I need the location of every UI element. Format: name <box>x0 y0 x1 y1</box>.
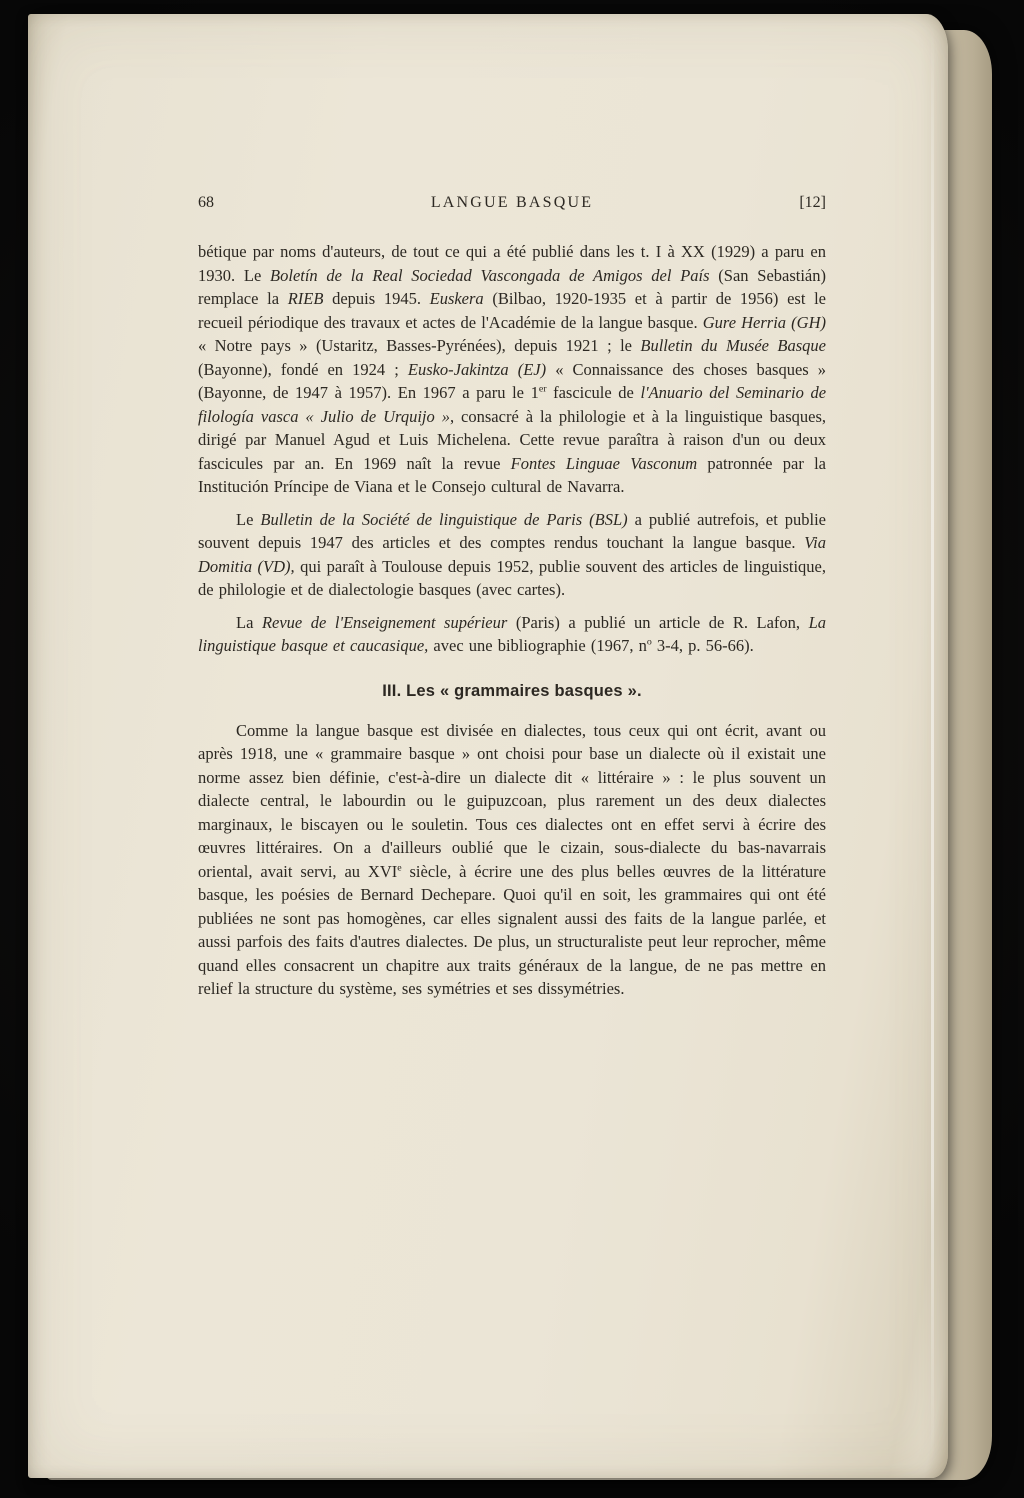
book-page <box>28 14 948 1478</box>
body-paragraph-1: bétique par noms d'auteurs, de tout ce qui a été publié dans les t. I à XX (1929) a paru en 1930. Le Boletín de la Real Sociedad Vascongada de Amigos del País (San Sebastián) remplace la RIEB depuis 1945. Euskera (Bilbao, 1920-1935 et à partir de 1956) est le recueil périodique des travaux et actes de l'Académie de la langue basque. Gure Herria (GH) « Notre pays » (Ustaritz, Basses-Pyrénées), depuis 1921 ; le Bulletin du Musée Basque (Bayonne), fondé en 1924 ; Eusko-Jakintza (EJ) « Connaissance des choses basques » (Bayonne, de 1947 à 1957). En 1967 a paru le 1er fascicule de l'Anuario del Seminario de filología vasca « Julio de Urquijo », consacré à la philologie et à la linguistique basques, dirigé par Manuel Agud et Luis Michelena. Cette revue paraîtra à raison d'un ou deux fascicules par an. En 1969 naît la revue Fontes Linguae Vasconum patronnée par la Institución Príncipe de Viana et le Consejo cultural de Navarra. <box>198 242 827 496</box>
body-paragraph-3: La Revue de l'Enseignement supérieur (Paris) a publié un article de R. Lafon, La linguistique basque et caucasique, avec une bibliographie (1967, $n^o$ 3-4, p. 56-66). <box>198 612 826 655</box>
column-number: [12] <box>799 194 826 211</box>
page-content <box>198 194 826 1010</box>
page-number: 68 <box>198 194 214 211</box>
page-edge-highlight <box>931 24 934 1464</box>
body-paragraph-2: Le Bulletin de la Société de linguistique de Paris (BSL) a publié autrefois, et publie souvent depuis 1947 des articles et des comptes rendus touchant la langue basque. Via Domitia (VD), qui paraît à Toulouse depuis 1952, publie souvent des articles de linguistique, de philologie et de dialectologie basques (avec cartes). <box>198 509 826 599</box>
running-title: LANGUE BASQUE <box>430 194 594 211</box>
page-header <box>198 194 826 212</box>
body-paragraph-4: Comme la langue basque est divisée en dialectes, tous ceux qui ont écrit, avant ou après 1918, une « grammaire basque » ont choisi pour base un dialecte où il existait une norme assez bien définie, c'est-à-dire un dialecte dit « littéraire » : le plus souvent un dialecte central, le labourdin ou le guipuzcoan, plus rarement un des deux dialectes marginaux, le biscayen ou le souletin. Tous ces dialectes ont en effet servi à écrire des œuvres littéraires. On a d'ailleurs oublié que le cizain, sous-dialecte du bas-navarrais oriental, avait servi, au XVIe siècle, à écrire une des plus belles œuvres de la littérature basque, les poésies de Bernard Dechepare. Quoi qu'il en soit, les grammaires qui ont été publiées ne sont pas homogènes, car elles signalent aussi des faits de la langue parlée, et aussi parfois des faits d'autres dialectes. De plus, un structuraliste peut leur reprocher, même quand elles consacrent un chapitre aux traits généraux de la langue, de ne pas mettre en relief la structure du système, ses symétries et ses dissymétries. <box>198 720 826 998</box>
section-heading: III. Les « grammaires basques ». <box>382 681 642 700</box>
